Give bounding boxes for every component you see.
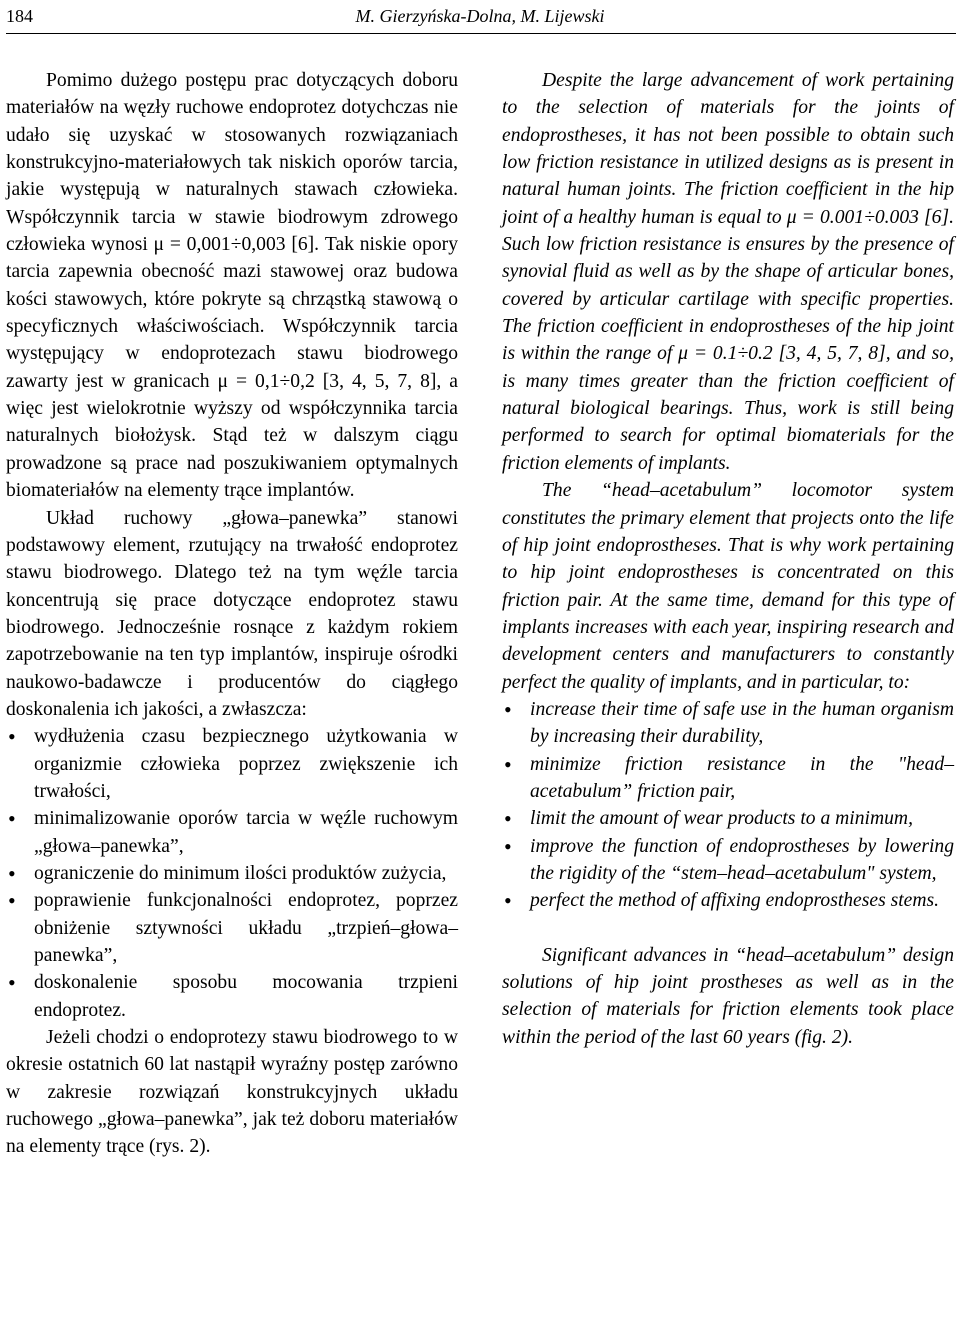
list-item: • wydłużenia czasu bezpiecznego użytkowania w organizmie człowieka poprzez zwiększenie ich trwałości,	[6, 723, 458, 805]
list-item: • perfect the method of affixing endoprostheses stems.	[502, 887, 954, 914]
polish-column	[6, 67, 458, 1161]
header-rule	[6, 33, 956, 34]
list-item: • improve the function of endoprostheses by lowering the rigidity of the “stem–head–acetabulum" system,	[502, 833, 954, 888]
polish-paragraph-2: Układ ruchowy „głowa–panewka” stanowi podstawowy element, rzutujący na trwałość endoprotez stawu biodrowego. Dlatego też na tym węźle tarcia koncentrują się prace dotyczące endoprotez stawu biodrowego. Jednocześnie rosnące z każdym rokiem zapotrzebowanie na ten typ implantów, inspiruje ośrodki naukowo-badawcze i producentów do ciągłego doskonalenia ich jakości, a zwłaszcza:	[6, 507, 458, 720]
list-item: • poprawienie funkcjonalności endoprotez, poprzez obniżenie sztywności układu „trzpień–głowa–panewka”,	[6, 887, 458, 969]
english-paragraph-1: Despite the large advancement of work pertaining to the selection of materials for the joints of endoprostheses, it has not been possible to obtain such low friction resistance in utilized designs as is present in natural human joints. The friction coefficient in the hip joint of a healthy human is equal to μ = 0.001÷0.003 [6]. Such low friction resistance is ensures by the presence of synovial fluid as well as by the shape of articular bones, covered by articular cartilage with specific properties. The friction coefficient in endoprostheses of the hip joint is within the range of μ = 0.1÷0.2 [3, 4, 5, 7, 8], and so, is many times greater than the friction coefficient of natural biological bearings. Thus, work is still being performed to search for optimal biomaterials for the friction elements of implants.	[502, 70, 954, 474]
list-item: • limit the amount of wear products to a minimum,	[502, 805, 954, 832]
polish-paragraph-1: Pomimo dużego postępu prac dotyczących doboru materiałów na węzły ruchowe endoprotez dotychczas nie udało się uzyskać w stosowanych rozwiązaniach konstrukcyjno-materiałowych tak niskich oporów tarcia, jakie występują w naturalnych stawach człowieka. Współczynnik tarcia w stawie biodrowym zdrowego człowieka wynosi μ = 0,001÷0,003 [6]. Tak niskie opory tarcia zapewnia obecność mazi stawowej oraz budowa kości stawowych, które pokryte są chrząstką stawową o specyficznych właściwościach. Współczynnik tarcia występujący w endoprotezach stawu biodrowego zawarty jest w granicach μ = 0,1÷0,2 [3, 4, 5, 7, 8], a więc jest wielokrotnie wyższy od współczynnika tarcia naturalnych biołożysk. Stąd też w dalszym ciągu prowadzone są prace nad poszukiwaniem optymalnych biomateriałów na elementy trące implantów.	[6, 70, 458, 502]
list-item: • minimalizowanie oporów tarcia w węźle ruchowym „głowa–panewka”,	[6, 805, 458, 860]
list-item: • ograniczenie do minimum ilości produktów zużycia,	[6, 860, 458, 887]
list-item: • minimize friction resistance in the "head–acetabulum” friction pair,	[502, 751, 954, 806]
english-paragraph-2: The “head–acetabulum” locomotor system constitutes the primary element that projects onto the life of hip joint endoprostheses. That is why work pertaining to hip joint endoprostheses is concentrated on this friction pair. At the same time, demand for this type of implants increases with each year, inspiring research and development centers and manufacturers to constantly perfect the quality of implants, and in particular, to:	[502, 480, 954, 693]
polish-paragraph-3: Jeżeli chodzi o endoprotezy stawu biodrowego to w okresie ostatnich 60 lat nastąpił wyraźny postęp zarówno w zakresie rozwiązań konstrukcyjnych układu ruchowego „głowa–panewka”, jak też doboru materiałów na elementy trące (rys. 2).	[6, 1027, 458, 1158]
list-item: • doskonalenie sposobu mocowania trzpieni endoprotez.	[6, 969, 458, 1024]
list-item: • increase their time of safe use in the human organism by increasing their durability,	[502, 696, 954, 751]
english-bullet-list	[502, 696, 954, 915]
polish-bullet-list	[6, 723, 458, 1024]
page-header	[6, 4, 954, 30]
page-number: 184	[6, 6, 33, 26]
running-head: M. Gierzyńska-Dolna, M. Lijewski	[355, 6, 605, 26]
paragraph-gap	[502, 915, 954, 942]
english-paragraph-3: Significant advances in “head–acetabulum” design solutions of hip joint prostheses as well as in the selection of materials for friction elements took place within the period of the last 60 years (fig. 2).	[502, 944, 954, 1048]
english-column	[502, 67, 954, 1051]
